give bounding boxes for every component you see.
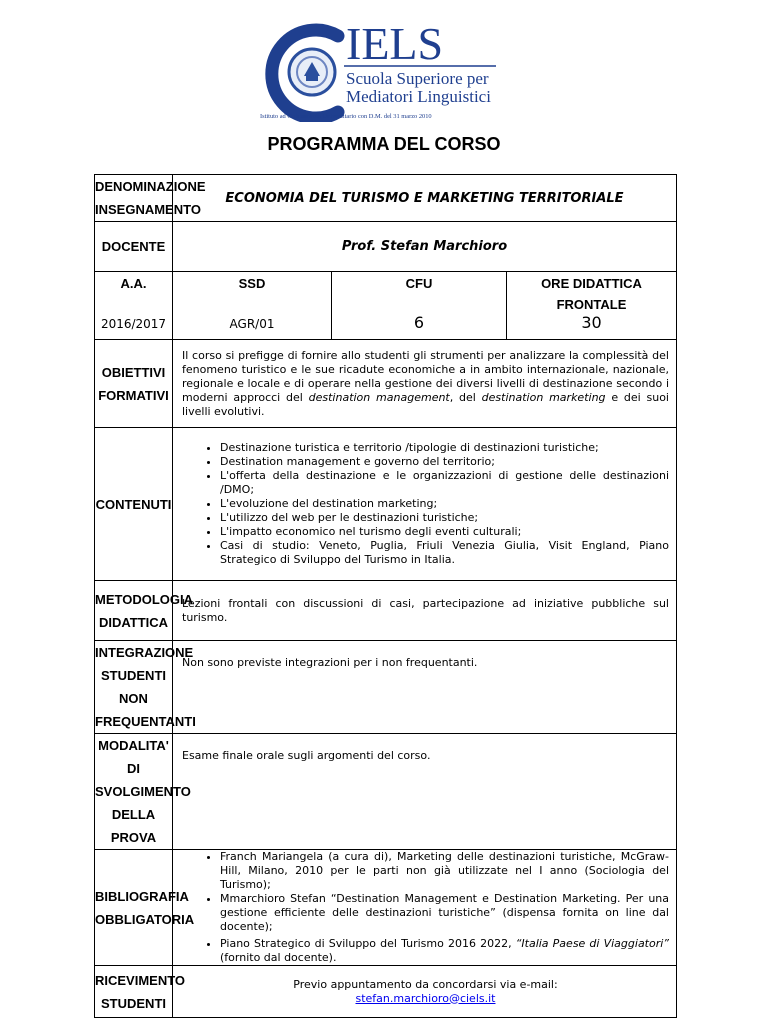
label-line: INSEGNAMENTO — [95, 202, 201, 217]
list-item: • L'impatto economico nel turismo degli eventi culturali; — [220, 525, 669, 539]
teacher-name: Prof. Stefan Marchioro — [173, 222, 677, 272]
cell-aa — [95, 272, 173, 340]
label-line: FREQUENTANTI — [95, 714, 196, 729]
logo-decree-text: Istituto ad Ordinamento Universitario con D.M. del 31 marzo 2010 — [260, 113, 432, 120]
course-table — [94, 174, 677, 1018]
label-ore-1: ORE DIDATTICA — [541, 276, 642, 291]
label-docente: DOCENTE — [95, 222, 173, 272]
row-docente — [95, 222, 677, 272]
contenuti-cell — [173, 428, 677, 581]
label-ore-2: FRONTALE — [556, 297, 627, 312]
row-modalita — [95, 734, 677, 850]
label-line: DENOMINAZIONE — [95, 179, 206, 194]
list-item: • L'utilizzo del web per le destinazioni turistiche; — [220, 511, 669, 525]
list-item: • Mmarchioro Stefan “Destination Management e Destination Marketing. Per una gestione efficiente delle destinazioni turistiche” (dispensa fornita on line dal docente); — [220, 892, 669, 934]
label-integrazione — [95, 641, 196, 734]
text-segment: , del — [449, 390, 482, 404]
text-emphasis: destination management — [308, 390, 450, 404]
label-line: DIDATTICA — [98, 614, 169, 630]
logo-subtitle-1: Scuola Superiore per — [346, 69, 489, 88]
integrazione-text: Non sono previste integrazioni per i non frequentanti. — [173, 641, 677, 734]
cell-cfu — [332, 272, 507, 340]
label-aa: A.A. — [120, 276, 147, 291]
row-ricevimento — [95, 966, 677, 1018]
label-ssd: SSD — [238, 276, 266, 291]
label-ricevimento — [95, 966, 186, 1018]
label-obiettivi — [95, 340, 173, 428]
label-contenuti: CONTENUTI — [95, 428, 173, 581]
label-line: RICEVIMENTO — [95, 972, 186, 988]
label-modalita — [95, 734, 191, 850]
list-item: • Franch Mariangela (a cura di), Marketing delle destinazioni turistiche, McGraw-Hill, Milano, 2010 per le parti non già utilizzate nel I anno (Sociologia del Turismo); — [220, 850, 669, 892]
row-course-info — [95, 272, 677, 340]
row-obiettivi — [95, 340, 677, 428]
list-item — [220, 937, 669, 965]
label-line: MODALITA' DI — [98, 738, 169, 776]
text-segment: e dei suoi livelli evolutivi. — [182, 390, 669, 418]
label-line: STUDENTI NON — [101, 668, 166, 706]
list-item: • Destinazione turistica e territorio /tipologie di destinazioni turistiche; — [220, 441, 669, 455]
label-line: STUDENTI — [101, 995, 166, 1011]
cell-ssd — [173, 272, 332, 340]
row-bibliografia — [95, 850, 677, 966]
value-aa: 2016/2017 — [100, 317, 167, 331]
ricevimento-text: Previo appuntamento da concordarsi via e-mail: — [293, 977, 558, 991]
list-item: • L'evoluzione del destination marketing; — [220, 497, 669, 511]
row-metodologia — [95, 581, 677, 641]
logo-brand-text: IELS — [346, 18, 444, 69]
label-line: OBIETTIVI — [101, 364, 166, 380]
text-segment: (fornito dal docente). — [220, 951, 337, 964]
list-item: • Casi di studio: Veneto, Puglia, Friuli Venezia Giulia, Visit England, Piano Strategico di Sviluppo del Turismo in Italia. — [220, 539, 669, 567]
text-segment: Piano Strategico di Sviluppo del Turismo 2016 2022, — [220, 937, 516, 950]
label-cfu: CFU — [405, 276, 433, 291]
row-contenuti — [95, 428, 677, 581]
logo-subtitle-2: Mediatori Linguistici — [346, 87, 491, 106]
course-name: ECONOMIA DEL TURISMO E MARKETING TERRITORIALE — [173, 175, 677, 222]
value-ssd: AGR/01 — [229, 317, 275, 331]
label-line: METODOLOGIA — [95, 591, 193, 607]
obiettivi-text — [173, 340, 677, 428]
label-line: BIBLIOGRAFIA — [95, 888, 189, 904]
list-item: • Destination management e governo del territorio; — [220, 455, 669, 469]
label-denominazione — [95, 175, 206, 222]
label-line: FORMATIVI — [98, 387, 169, 403]
ciels-logo — [260, 14, 500, 122]
text-emphasis: “Italia Paese di Viaggiatori” — [515, 937, 669, 950]
metodologia-text: Lezioni frontali con discussioni di casi, partecipazione ad iniziative pubbliche sul turismo. — [173, 581, 677, 641]
list-item: • L'offerta della destinazione e le organizzazioni di gestione delle destinazioni /DMO; — [220, 469, 669, 497]
cell-ore — [507, 272, 677, 340]
row-integrazione — [95, 641, 677, 734]
row-denominazione — [95, 175, 677, 222]
label-line: INTEGRAZIONE — [95, 645, 194, 660]
label-line: OBBLIGATORIA — [95, 911, 195, 927]
label-line: SVOLGIMENTO — [95, 784, 191, 799]
email-link[interactable]: stefan.marchioro@ciels.it — [355, 991, 496, 1005]
page-title: PROGRAMMA DEL CORSO — [267, 134, 501, 154]
label-metodologia — [95, 581, 193, 641]
value-ore: 30 — [581, 313, 602, 332]
text-emphasis: destination marketing — [481, 390, 606, 404]
label-line: DELLA PROVA — [110, 807, 157, 845]
modalita-text: Esame finale orale sugli argomenti del corso. — [173, 734, 677, 850]
value-cfu: 6 — [413, 313, 425, 332]
bibliografia-list — [173, 850, 669, 965]
contenuti-list — [173, 441, 669, 567]
text-segment: Il corso si prefigge di fornire allo studenti gli strumenti per analizzare la complessità del fenomeno turistico e le sue ricadute economiche a in ambito internazionale, nazionale, regionale e locale e di operare nella gestione dei diversi livelli di destinazione secondo i moderni approcci del — [182, 348, 669, 404]
ricevimento-cell — [173, 966, 677, 1018]
bibliografia-cell — [173, 850, 677, 966]
label-bibliografia — [95, 850, 195, 966]
